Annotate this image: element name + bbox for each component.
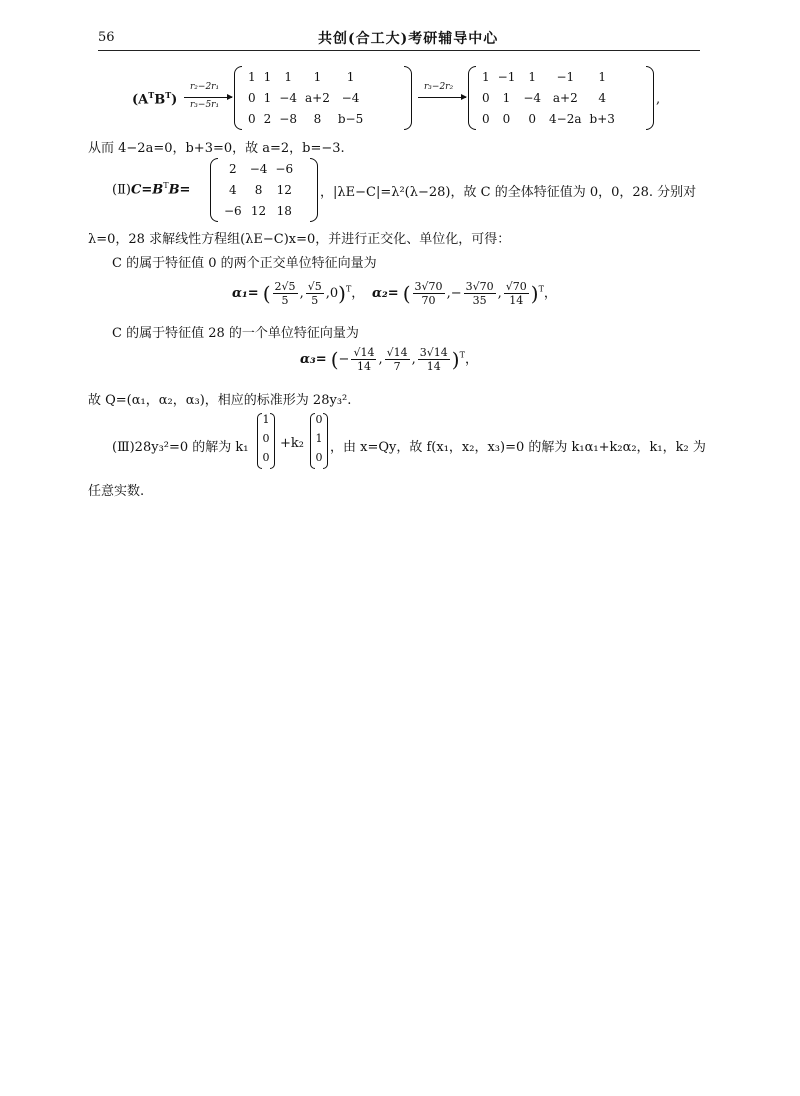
matrix-2-row — [478, 108, 619, 129]
vec1-0: 1 — [262, 413, 270, 426]
vec2-0: 0 — [315, 413, 323, 426]
matrix-1-cell: 0 — [248, 111, 256, 126]
matrix-1-cell: −4 — [341, 90, 360, 105]
alpha2-comp-1 — [413, 280, 445, 307]
alpha1-n1: 2√5 — [274, 280, 296, 293]
alpha3-n1: √14 — [353, 346, 375, 359]
part2-lhs — [112, 181, 190, 197]
matrix-1-table — [244, 66, 367, 129]
matrix-1-cell: 0 — [248, 90, 256, 105]
alpha2-sup: T — [538, 284, 544, 294]
alpha2-d2: 35 — [472, 294, 487, 307]
matrix-2-cell: 0 — [502, 111, 511, 126]
matrix-2-row — [478, 66, 619, 87]
arrow-1-top: r₂−2r₁ — [190, 82, 220, 92]
matrix-c-cell: −6 — [275, 161, 294, 176]
alpha2-row: α₂= ( $\frac{3√70}{70}$ ,− $\frac{3√70}{35}$ , $\frac{√70}{14}$ )$^T$， — [372, 280, 557, 307]
alpha3-d3: 14 — [426, 360, 441, 373]
alpha3-label: α₃= — [300, 352, 327, 367]
alpha1-sup: T — [345, 284, 352, 294]
alpha1-label: α₁= — [232, 286, 259, 301]
matrix-2-cell: a+2 — [552, 90, 578, 105]
matrix-1-cell: 1 — [263, 69, 272, 84]
vec1-1: 0 — [262, 432, 270, 445]
part3-line2: 任意实数. — [88, 484, 145, 499]
matrix-2-table — [478, 66, 619, 129]
matrix-2-cell: 0 — [528, 111, 537, 126]
result-line: 从而 4−2a=0，b+3=0，故 a=2，b=−3. — [88, 141, 345, 156]
alpha2-comp-3 — [504, 280, 529, 307]
part3-text1: (Ⅲ)28y₃²=0 的解为 k₁ — [112, 440, 249, 455]
page-header — [98, 28, 700, 51]
b-eq: B= — [168, 182, 191, 198]
alpha2-n1: 3√70 — [414, 280, 443, 293]
page-number: 56 — [98, 30, 115, 45]
matrix-c-cell: 4 — [229, 182, 237, 197]
matrix-2-cell: 4 — [598, 90, 607, 105]
matrix-2-cell: −1 — [556, 69, 575, 84]
matrix-c-row — [220, 179, 297, 200]
alpha3-comp-3 — [418, 346, 450, 373]
matrix-2 — [468, 66, 654, 130]
vec2-1: 1 — [315, 432, 323, 445]
matrix-trail: , — [656, 92, 661, 107]
matrix-2-cell: b+3 — [589, 111, 615, 126]
alpha3-paren-open: ( — [330, 347, 339, 372]
matrix-c-cell: −6 — [224, 203, 242, 218]
matrix-1-cell: 1 — [313, 69, 322, 84]
eigen28-line: C 的属于特征值 28 的一个单位特征向量为 — [112, 326, 359, 341]
matrix-c-cell: −4 — [249, 161, 268, 176]
alpha3-comp-2 — [385, 346, 410, 373]
matrix-2-cell: −1 — [497, 69, 516, 84]
matrix-c-row — [220, 158, 297, 179]
matrix-c-cell: 2 — [229, 161, 237, 176]
matrix-2-cell: 1 — [482, 69, 490, 84]
matrix-c-row — [220, 200, 297, 221]
lhs-close: ) — [171, 92, 178, 108]
alpha1-comp-1 — [273, 280, 298, 307]
matrix-1-cell: −8 — [279, 111, 297, 126]
alpha2-label: α₂= — [372, 286, 399, 301]
alpha1-d1: 5 — [281, 294, 289, 307]
matrix-1-cell: a+2 — [304, 90, 330, 105]
vector-1 — [257, 413, 275, 469]
matrix-c-cell: 12 — [250, 203, 267, 218]
matrix-c-cell: 8 — [254, 182, 263, 197]
alpha1-d2: 5 — [311, 294, 319, 307]
vec1-2: 0 — [262, 451, 270, 464]
alpha3-row: α₃= (− $\frac{√14}{14}$ , $\frac{√14}{7}$ , $\frac{3√14}{14}$ )$^T$， — [300, 346, 478, 373]
part2-label: (Ⅱ) — [112, 182, 131, 198]
lhs-a: (A — [132, 92, 149, 108]
alpha2-d1: 70 — [421, 294, 436, 307]
alpha2-d3: 14 — [509, 294, 524, 307]
header-title: 共创(合工大)考研辅导中心 — [318, 31, 499, 47]
alpha3-paren-close: ) — [451, 347, 460, 372]
matrix-1-cell: 2 — [263, 111, 272, 126]
alpha2-n2: 3√70 — [465, 280, 494, 293]
arrow-2 — [418, 97, 466, 98]
matrix-2-cell: 1 — [528, 69, 537, 84]
matrix-1-cell: 8 — [313, 111, 322, 126]
c-eq: C=B — [130, 182, 164, 198]
matrix-2-cell: 1 — [502, 90, 511, 105]
eigen-line: ，|λE−C|=λ²(λ−28)，故 C 的全体特征值为 0，0，28. 分别对 — [320, 185, 697, 200]
alpha1-n2: √5 — [307, 280, 322, 293]
arrow-2-top: r₃−2r₂ — [424, 82, 454, 92]
matrix-1-cell: b−5 — [337, 111, 364, 126]
matrix-2-cell: 0 — [482, 111, 490, 126]
matrix-1-cell: 1 — [263, 90, 272, 105]
matrix-c-cell: 18 — [276, 203, 292, 218]
matrix-1-cell: 1 — [284, 69, 292, 84]
alpha3-d2: 7 — [393, 360, 401, 373]
alpha2-paren-close: ) — [530, 281, 539, 306]
alpha3-d1: 14 — [356, 360, 371, 373]
arrow-1-bottom: r₃−5r₁ — [190, 100, 220, 110]
part3-text2: ，由 x=Qy，故 f(x₁，x₂，x₃)=0 的解为 k₁α₁+k₂α₂，k₁，k₂ 为 — [330, 440, 706, 455]
matrix-c — [210, 158, 318, 222]
alpha1-paren-close: ) — [338, 281, 346, 306]
alpha1-tail: 0 — [329, 286, 339, 301]
matrix-1 — [234, 66, 412, 130]
matrix-1-row — [244, 87, 367, 108]
matrix-1-cell: −4 — [279, 90, 297, 105]
alpha3-comp-1 — [351, 346, 376, 373]
q-line: 故 Q=(α₁，α₂，α₃)，相应的标准形为 28y₃². — [88, 393, 352, 408]
matrix-c-table — [220, 158, 297, 221]
c-sup: T — [163, 181, 169, 190]
arrow-1 — [184, 97, 232, 98]
matrix-2-cell: −4 — [523, 90, 542, 105]
solve-line: λ=0，28 求解线性方程组(λE−C)x=0，并进行正交化、单位化，可得： — [88, 232, 511, 247]
alpha3-sup: T — [459, 350, 465, 360]
matrix-1-row — [244, 108, 367, 129]
alpha1-row: α₁= ( $\frac{2√5}{5}$ , $\frac{√5}{5}$ ,0)$^T$， — [232, 280, 365, 307]
matrix-1-cell: 1 — [248, 69, 256, 84]
alpha2-comp-2 — [464, 280, 496, 307]
matrix-1-row — [244, 66, 367, 87]
vector-2 — [310, 413, 328, 469]
matrix-c-cell: 12 — [276, 182, 292, 197]
alpha1-comp-2 — [306, 280, 324, 307]
vec2-2: 0 — [315, 451, 323, 464]
lhs-sup: T — [148, 90, 155, 100]
matrix-1-cell: 1 — [346, 69, 355, 84]
augmented-label — [132, 90, 177, 107]
lhs-b: B — [154, 92, 166, 108]
part3-plus: +k₂ — [280, 436, 304, 451]
lhs-sup-2: T — [165, 90, 172, 100]
eigen0-line: C 的属于特征值 0 的两个正交单位特征向量为 — [112, 256, 377, 271]
alpha3-n3: 3√14 — [419, 346, 448, 359]
alpha3-n2: √14 — [386, 346, 408, 359]
matrix-2-cell: 0 — [482, 90, 490, 105]
matrix-2-row — [478, 87, 619, 108]
alpha2-paren-open: ( — [402, 281, 411, 306]
alpha1-paren-open: ( — [262, 281, 271, 306]
matrix-2-cell: 4−2a — [549, 111, 582, 126]
matrix-2-cell: 1 — [598, 69, 607, 84]
alpha2-n3: √70 — [505, 280, 527, 293]
